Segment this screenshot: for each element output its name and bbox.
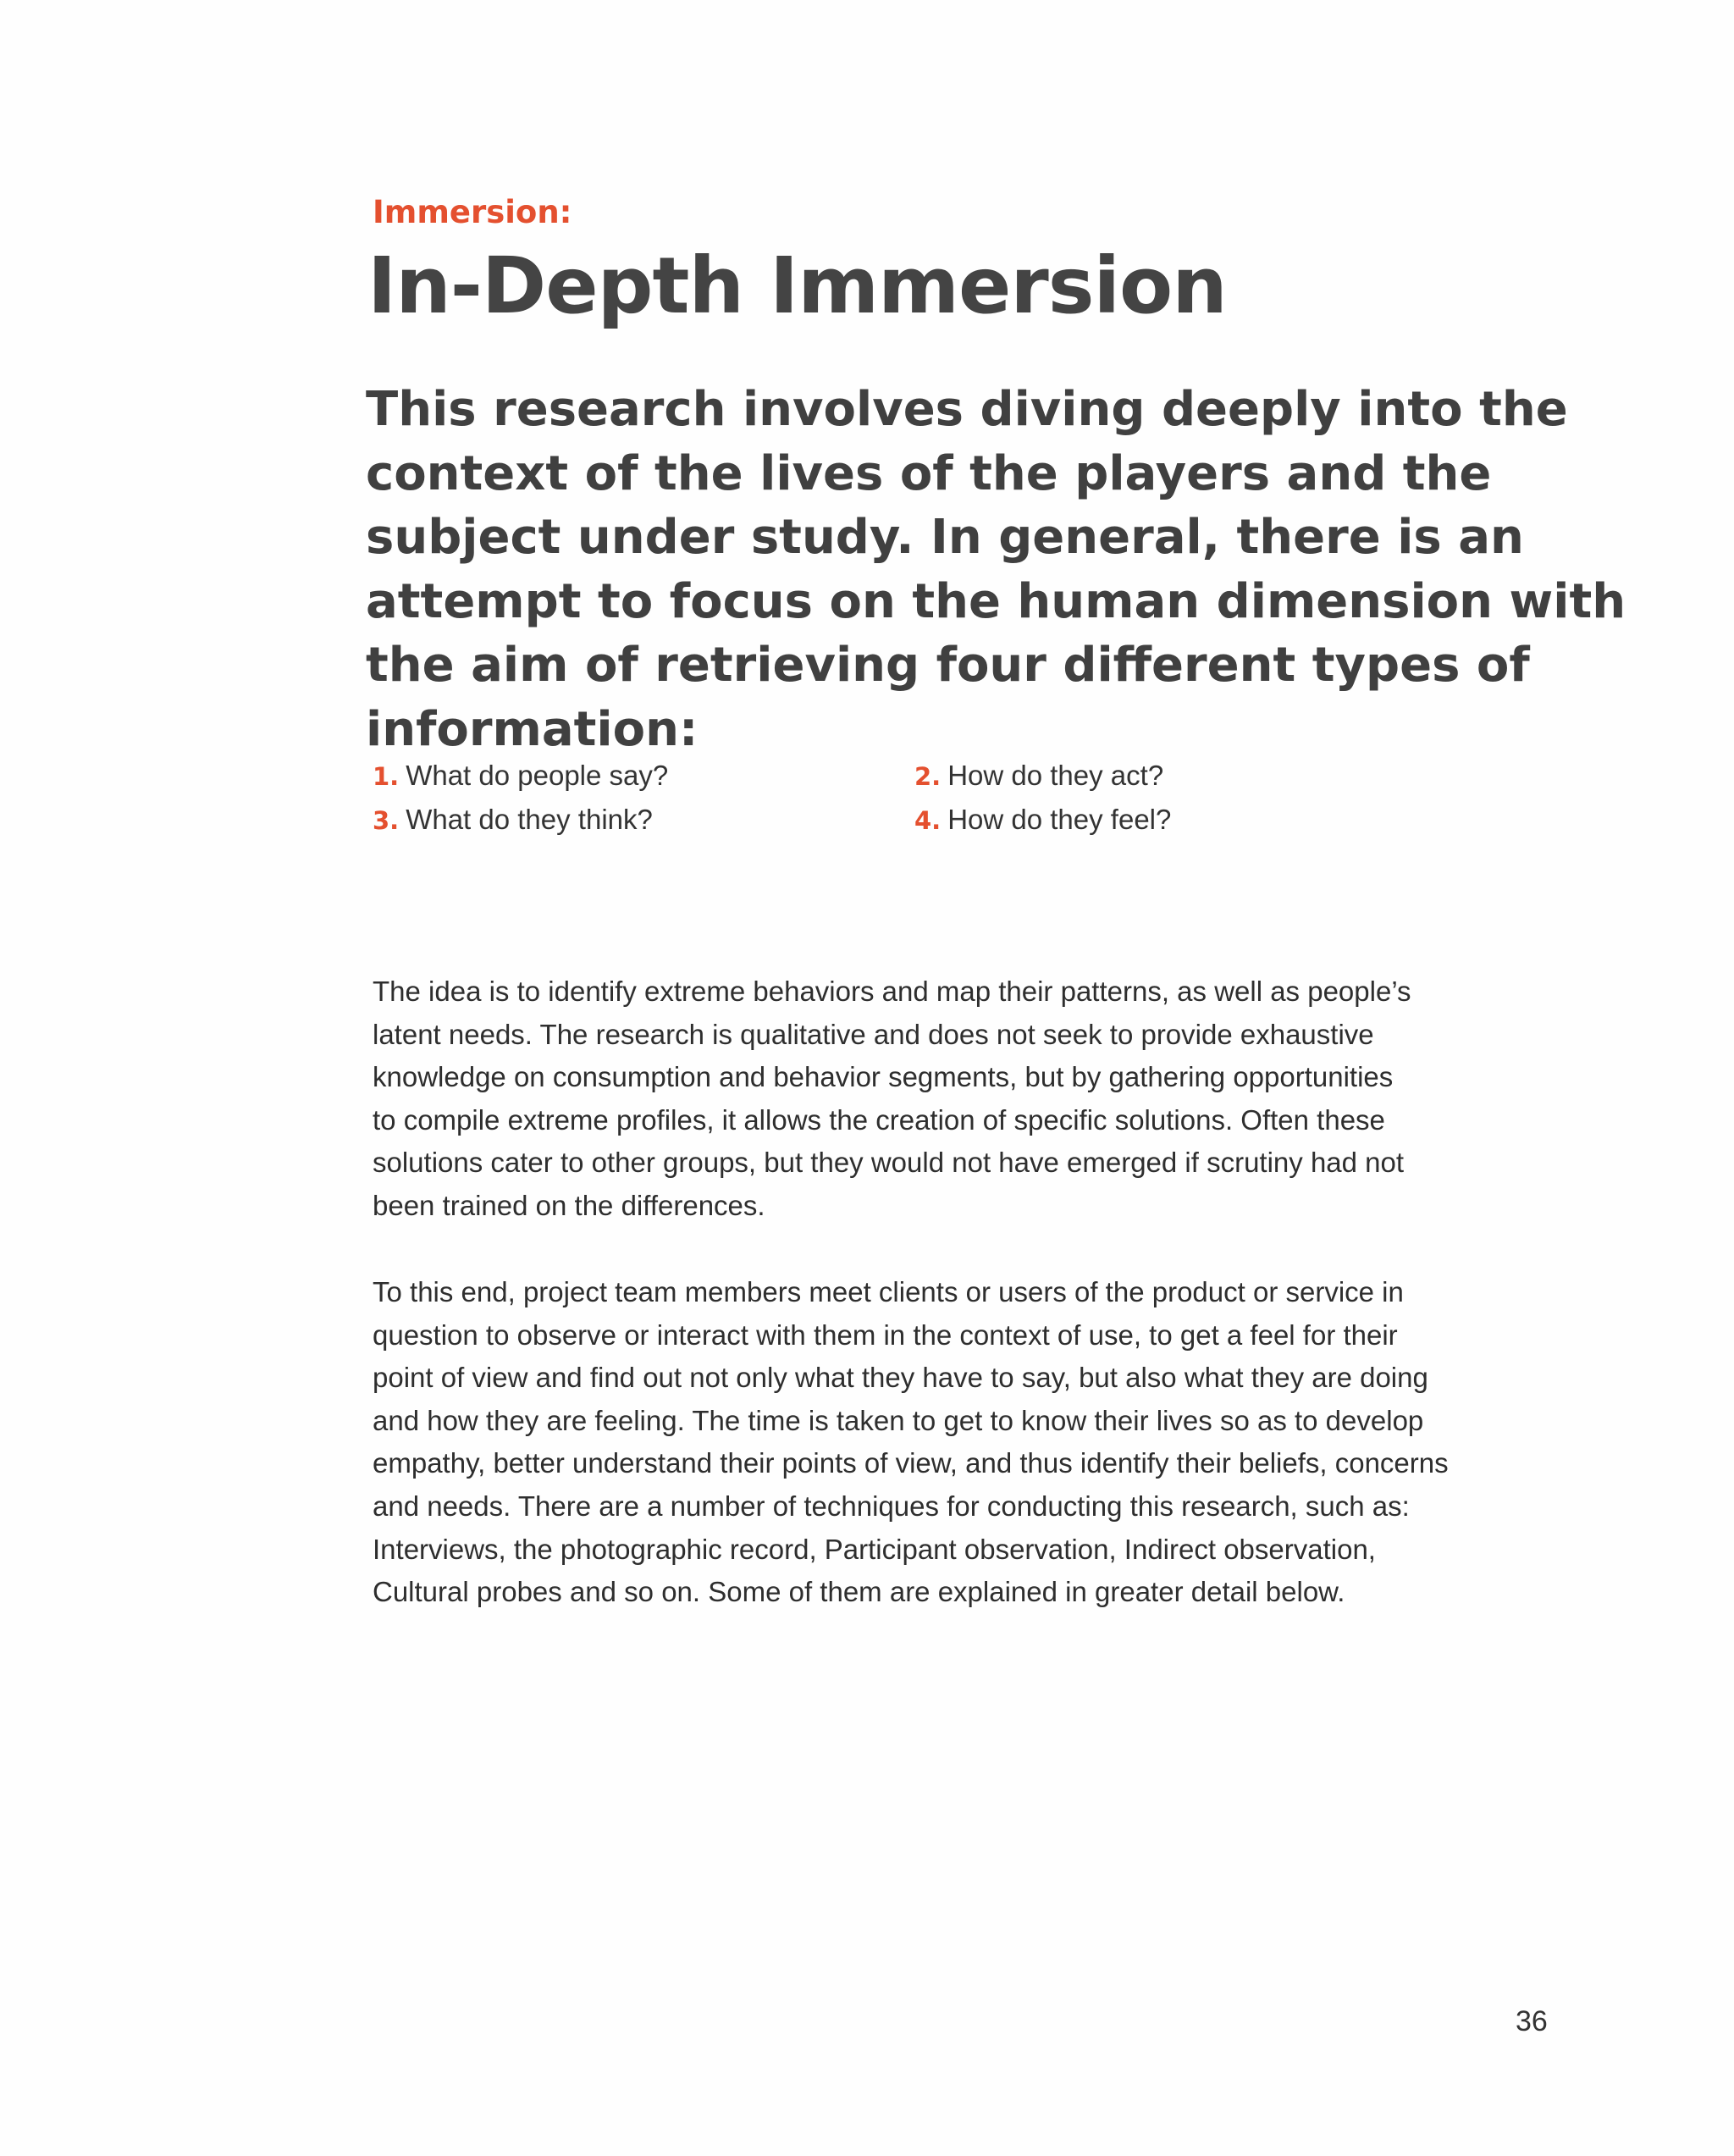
lead-line: This research involves diving deeply into the xyxy=(366,382,1568,437)
body-line: latent needs. The research is qualitative and does not seek to provide exhaustive xyxy=(373,1018,1374,1050)
lead-line: attempt to focus on the human dimension with xyxy=(366,573,1626,629)
lead-line: information: xyxy=(366,701,699,757)
body-line: and needs. There are a number of techniques for conducting this research, such as: xyxy=(373,1490,1410,1522)
question-item xyxy=(373,805,653,833)
body-line: Interviews, the photographic record, Participant observation, Indirect observation, xyxy=(373,1533,1376,1565)
lead-paragraph xyxy=(366,378,1626,761)
body-line: to compile extreme profiles, it allows the creation of specific solutions. Often these xyxy=(373,1103,1385,1136)
section-label: Immersion: xyxy=(373,194,572,230)
body-paragraph-1 xyxy=(373,970,1558,1228)
lead-line: the aim of retrieving four different types of xyxy=(366,638,1530,693)
question-text: What do they think? xyxy=(406,804,653,835)
page-number: 36 xyxy=(1516,2005,1548,2037)
body-line: point of view and find out not only what they have to say, but also what they are doing xyxy=(373,1362,1428,1394)
question-text: How do they act? xyxy=(947,760,1164,791)
page-title: In-Depth Immersion xyxy=(367,240,1227,331)
question-number: 1. xyxy=(373,762,400,791)
question-item xyxy=(373,761,668,789)
body-line: The idea is to identify extreme behaviors and map their patterns, as well as people’s xyxy=(373,976,1411,1007)
body-line: solutions cater to other groups, but they would not have emerged if scrutiny had not xyxy=(373,1147,1405,1179)
body-line: question to observe or interact with them in the context of use, to get a feel for their xyxy=(373,1318,1398,1351)
body-line: and how they are feeling. The time is taken to get to know their lives so as to develop xyxy=(373,1404,1424,1436)
body-line: been trained on the differences. xyxy=(373,1189,765,1221)
question-text: What do people say? xyxy=(406,760,669,791)
question-item xyxy=(914,805,1171,833)
body-line: knowledge on consumption and behavior segments, but by gathering opportunities xyxy=(373,1061,1394,1093)
question-text: How do they feel? xyxy=(947,804,1172,835)
question-number: 3. xyxy=(373,806,400,835)
question-number: 2. xyxy=(914,762,942,791)
lead-line: context of the lives of the players and the xyxy=(366,445,1492,501)
body-line: empathy, better understand their points of view, and thus identify their beliefs, concerns xyxy=(373,1447,1449,1479)
body-paragraph-2 xyxy=(373,1271,1558,1614)
lead-line: subject under study. In general, there is an xyxy=(366,510,1524,565)
body-line: Cultural probes and so on. Some of them are explained in greater detail below. xyxy=(373,1576,1345,1608)
question-number: 4. xyxy=(914,806,942,835)
body-line: To this end, project team members meet clients or users of the product or service in xyxy=(373,1276,1404,1307)
question-item xyxy=(914,761,1163,789)
